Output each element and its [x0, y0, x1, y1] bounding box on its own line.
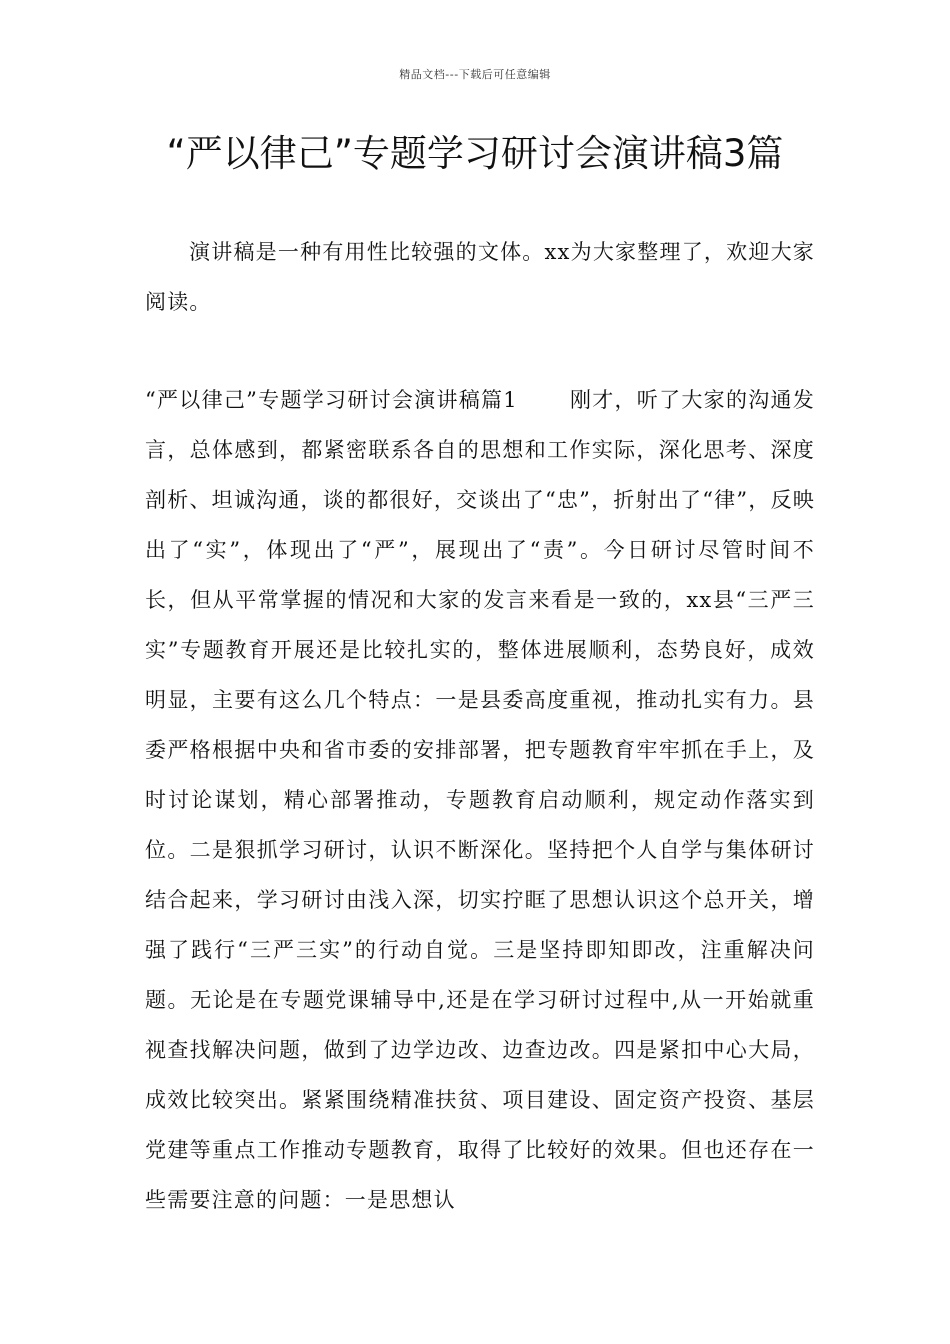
document-title: “严以律己”专题学习研讨会演讲稿3篇 — [166, 132, 784, 175]
section-1-heading: “严以律己”专题学习研讨会演讲稿篇1 — [145, 388, 518, 412]
section-1-paragraph — [145, 375, 815, 1225]
section-1-body: 刚才，听了大家的沟通发言，总体感到，都紧密联系各自的思想和工作实际，深化思考、深度剖析、坦诚沟通，谈的都很好，交谈出了“忠”，折射出了“律”，反映出了“实”，体现出了“严”，展现出了“责”。今日研讨尽管时间不长，但从平常掌握的情况和大家的发言来看是一致的，xx县“三严三实”专题教育开展还是比较扎实的，整体进展顺利，态势良好，成效明显，主要有这么几个特点：一是县委高度重视，推动扎实有力。县委严格根据中央和省市委的安排部署，把专题教育牢牢抓在手上，及时讨论谋划，精心部署推动，专题教育启动顺利，规定动作落实到位。二是狠抓学习研讨，认识不断深化。坚持把个人自学与集体研讨结合起来，学习研讨由浅入深，切实拧眶了思想认识这个总开关，增强了践行“三严三实”的行动自觉。三是坚持即知即改，注重解决问题。无论是在专题党课辅导中,还是在学习研讨过程中,从一开始就重视查找解决问题，做到了边学边改、边查边改。四是紧扣中心大局，成效比较突出。紧紧围绕精准扶贫、项目建设、固定资产投资、基层党建等重点工作推动专题教育，取得了比较好的效果。但也还存在一些需要注意的问题：一是思想认 — [145, 388, 816, 1212]
intro-paragraph: 演讲稿是一种有用性比较强的文体。xx为大家整理了，欢迎大家阅读。 — [145, 240, 815, 314]
header-note: 精品文档---下载后可任意编辑 — [399, 68, 551, 81]
